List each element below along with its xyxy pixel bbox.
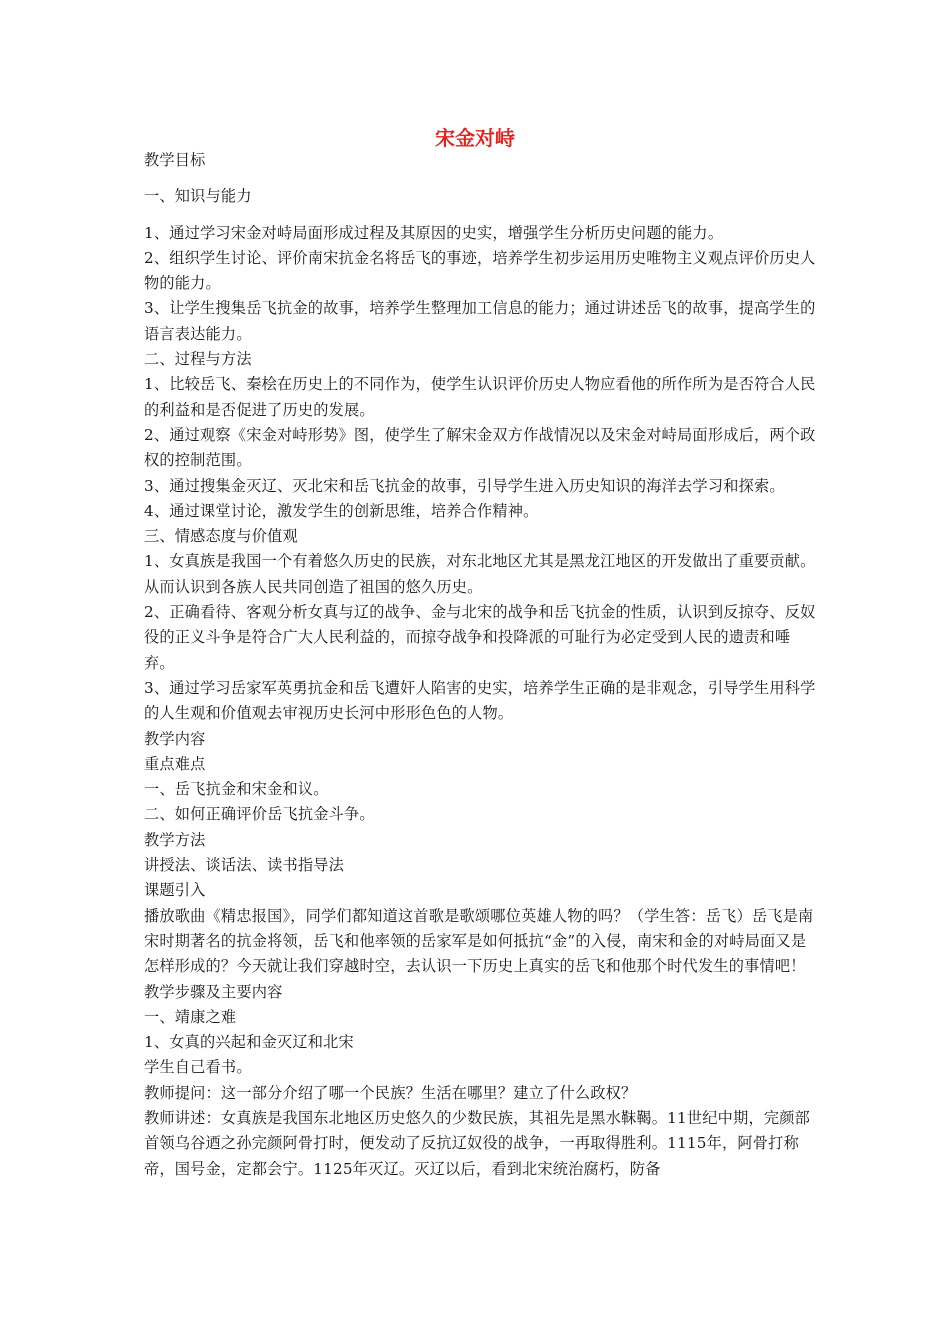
section-heading: 重点难点 — [144, 754, 206, 773]
paragraph: 1、女真族是我国一个有着悠久历史的民族，对东北地区尤其是黑龙江地区的开发做出了重要贡献。从而认识到各族人民共同创造了祖国的悠久历史。 — [144, 552, 816, 596]
paragraph: 1、女真的兴起和金灭辽和北宋 — [144, 1033, 354, 1052]
section-heading: 教学目标 — [144, 151, 206, 169]
paragraph: 教师讲述：女真族是我国东北地区历史悠久的少数民族，其祖先是黑水靺鞨。11世纪中期，完颜部首领乌谷迺之孙完颜阿骨打时，便发动了反抗辽奴役的战争，一再取得胜利。1115年，阿骨打称帝，国号金，定都会宁。1125年灭辽。灭辽以后，看到北宋统治腐朽，防备 — [144, 1108, 811, 1178]
section-heading: 课题引入 — [144, 881, 206, 900]
paragraph: 3、通过学习岳家军英勇抗金和岳飞遭奸人陷害的史实，培养学生正确的是非观念，引导学生用科学的人生观和价值观去审视历史长河中形形色色的人物。 — [144, 678, 816, 723]
section-heading: 教学步骤及主要内容 — [144, 982, 283, 1001]
paragraph: 3、通过搜集金灭辽、灭北宋和岳飞抗金的故事，引导学生进入历史知识的海洋去学习和探索。 — [144, 476, 785, 495]
paragraph: 播放歌曲《精忠报国》，同学们都知道这首歌是歌颂哪位英雄人物的吗？（学生答：岳飞）岳飞是南宋时期著名的抗金将领，岳飞和他率领的岳家军是如何抵抗“金”的入侵，南宋和金的对峙局面又是怎样形成的？今天就让我们穿越时空，去认识一下历史上真实的岳飞和他那个时代发生的事情吧！ — [144, 906, 814, 976]
section-heading: 教学方法 — [144, 830, 206, 849]
paragraph: 1、通过学习宋金对峙局面形成过程及其原因的史实，增强学生分析历史问题的能力。 — [144, 223, 724, 242]
paragraph: 教师提问：这一部分介绍了哪一个民族？生活在哪里？建立了什么政权？ — [144, 1083, 637, 1102]
subsection-heading: 三、情感态度与价值观 — [144, 527, 298, 546]
subsection-heading: 一、靖康之难 — [144, 1007, 237, 1026]
document-title: 宋金对峙 — [435, 126, 515, 150]
paragraph: 一、岳飞抗金和宋金和议。 — [144, 780, 329, 799]
paragraph: 二、如何正确评价岳飞抗金斗争。 — [144, 805, 375, 824]
paragraph: 3、让学生搜集岳飞抗金的故事，培养学生整理加工信息的能力；通过讲述岳飞的故事，提高学生的语言表达能力。 — [144, 299, 816, 343]
section-heading: 教学内容 — [144, 729, 206, 748]
paragraph: 讲授法、谈话法、读书指导法 — [144, 856, 345, 875]
paragraph: 2、通过观察《宋金对峙形势》图，使学生了解宋金双方作战情况以及宋金对峙局面形成后，两个政权的控制范围。 — [144, 425, 816, 470]
subsection-heading: 一、知识与能力 — [144, 187, 252, 206]
subsection-heading: 二、过程与方法 — [144, 350, 252, 369]
paragraph: 4、通过课堂讨论，激发学生的创新思维，培养合作精神。 — [144, 501, 539, 520]
paragraph: 1、比较岳飞、秦桧在历史上的不同作为，使学生认识评价历史人物应看他的所作所为是否符合人民的利益和是否促进了历史的发展。 — [144, 375, 816, 419]
paragraph: 2、组织学生讨论、评价南宋抗金名将岳飞的事迹，培养学生初步运用历史唯物主义观点评价历史人物的能力。 — [144, 248, 816, 293]
paragraph: 学生自己看书。 — [144, 1058, 252, 1077]
paragraph: 2、正确看待、客观分析女真与辽的战争、金与北宋的战争和岳飞抗金的性质，认识到反掠夺、反奴役的正义斗争是符合广大人民利益的，而掠夺战争和投降派的可耻行为必定受到人民的遗责和唾弃。 — [144, 603, 816, 672]
document-body — [144, 148, 816, 1182]
